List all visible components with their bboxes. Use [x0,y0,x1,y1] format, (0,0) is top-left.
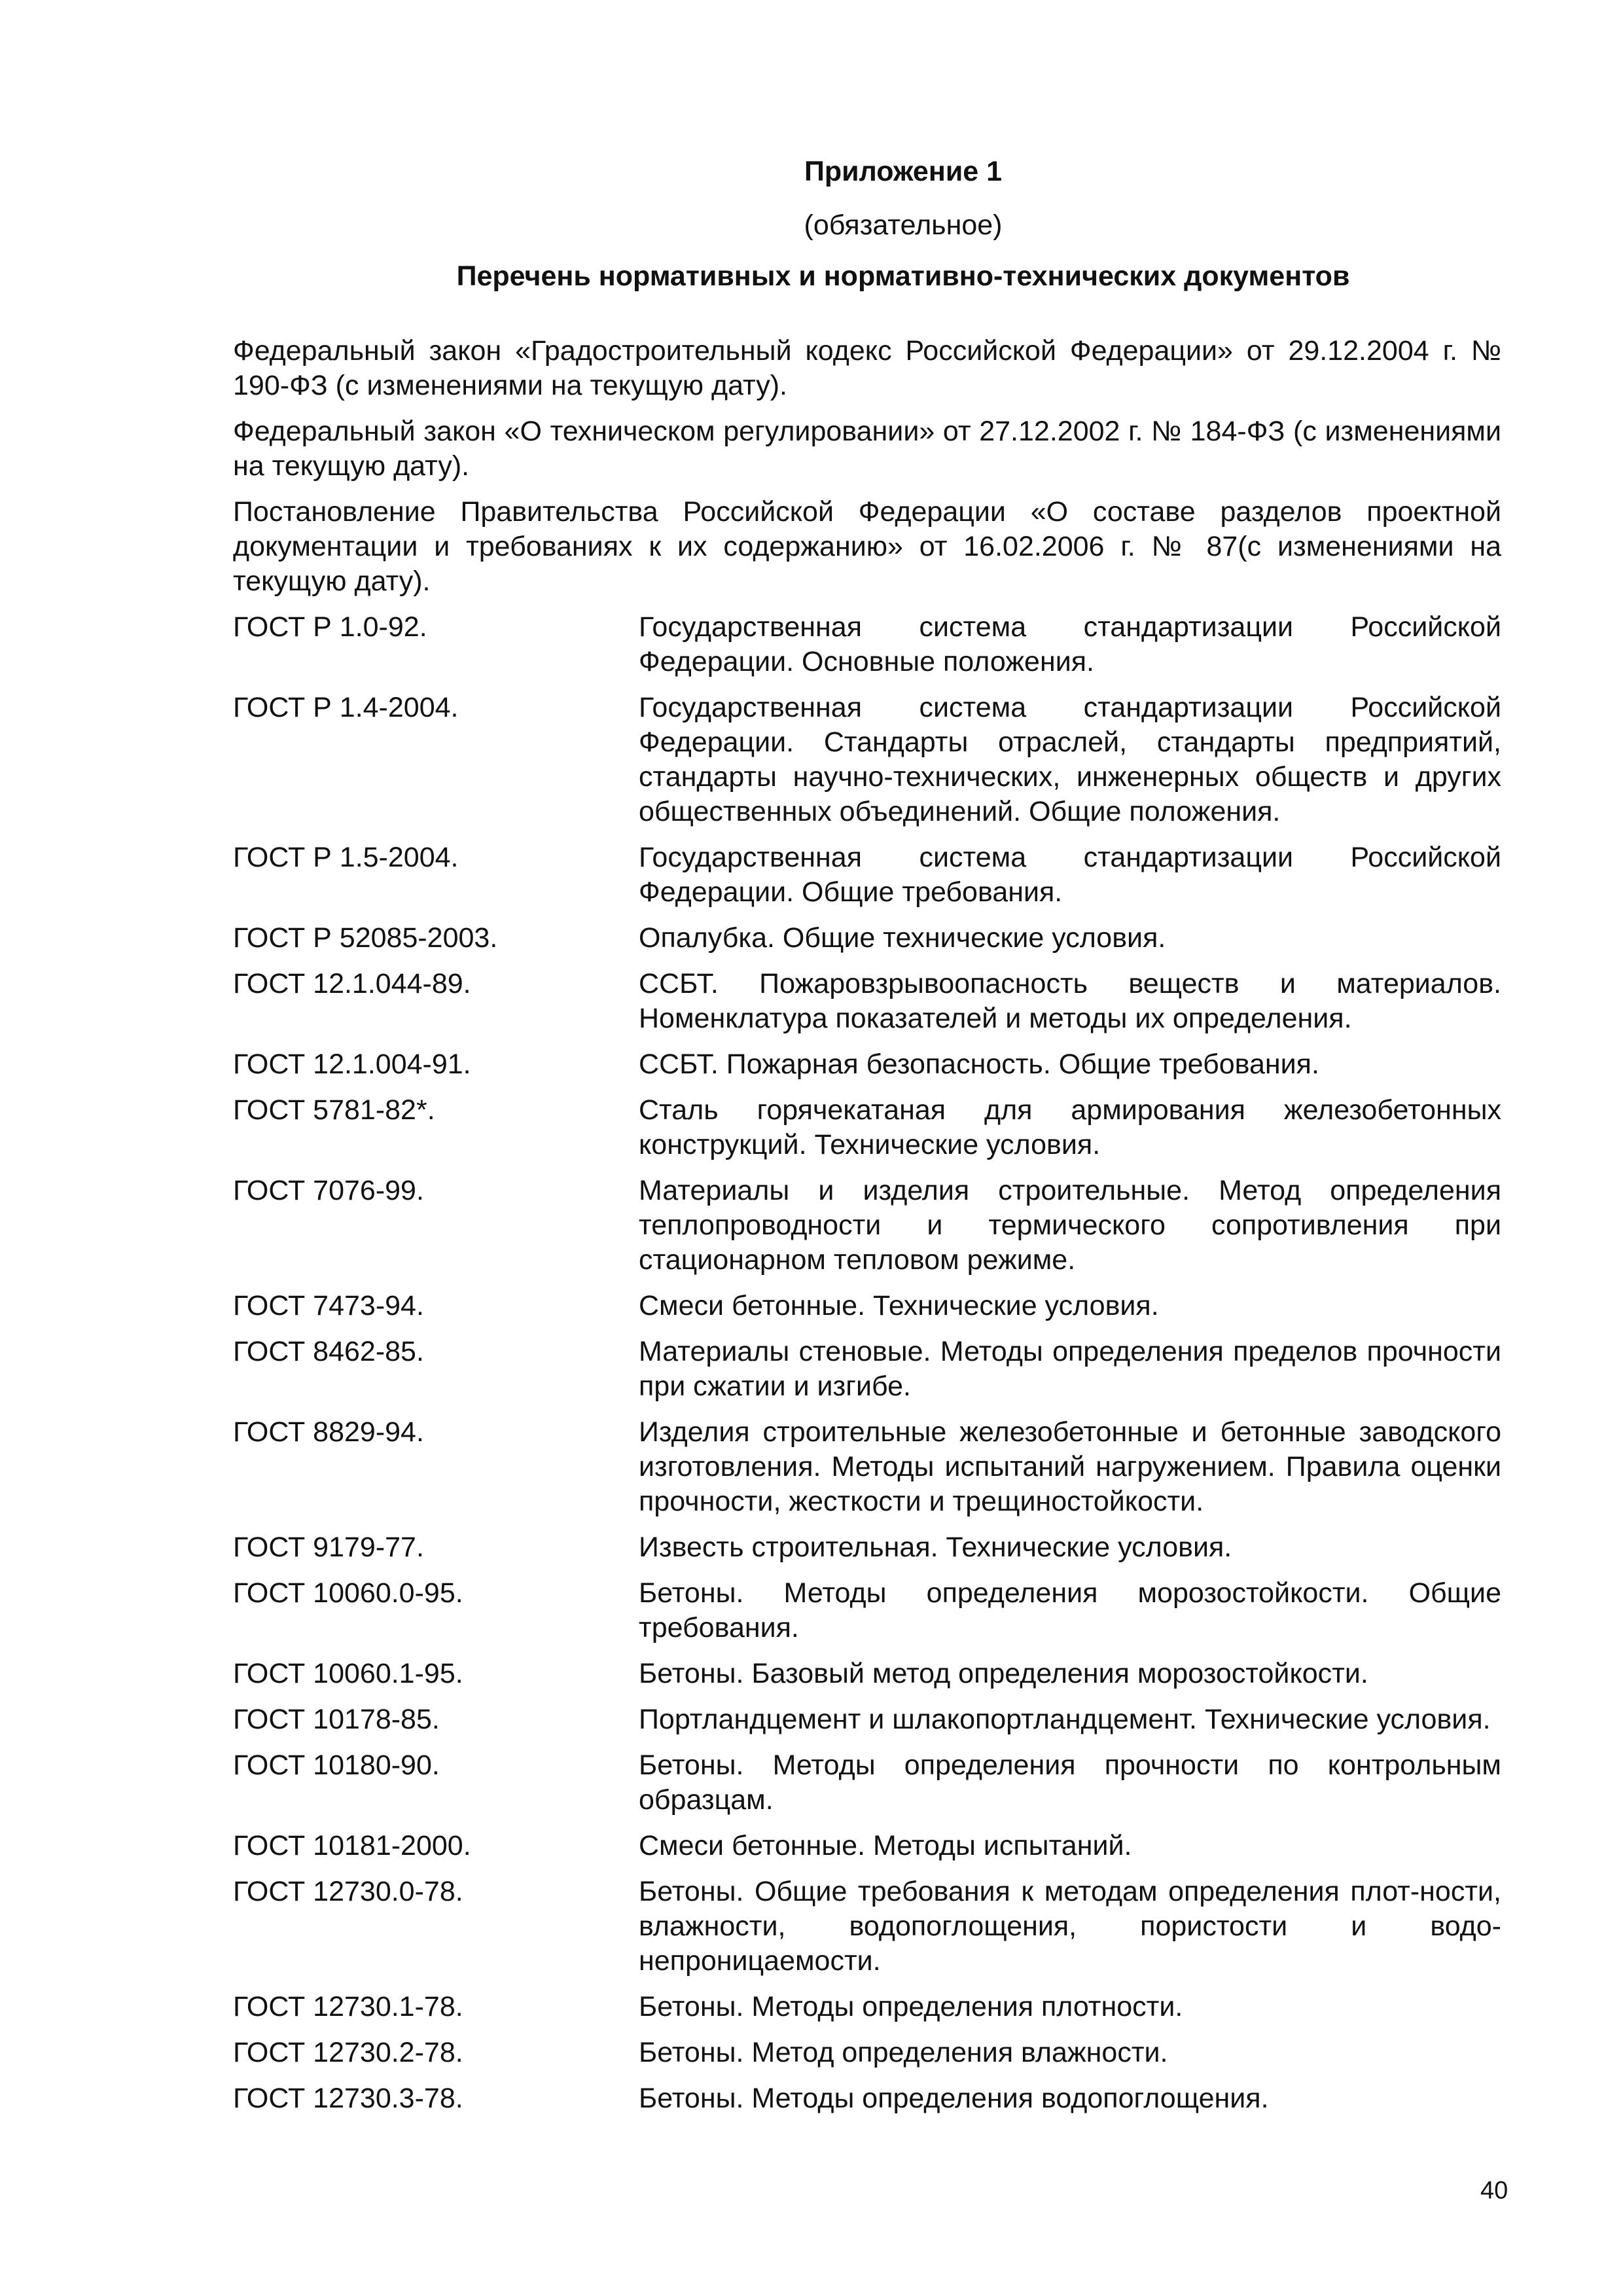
standard-code: ГОСТ 7473-94. [233,1290,424,1321]
standard-row [233,1990,1501,2024]
standard-code: ГОСТ 12730.2-78. [233,2037,463,2068]
standard-title: Государственная система стандартизации Российской Федерации. Общие требования. [639,842,1501,908]
standard-title: Бетоны. Метод определения влажности. [639,2037,1168,2068]
standard-code: ГОСТ 10060.1-95. [233,1658,463,1689]
standard-row [233,1748,1501,1818]
standard-row [233,1415,1501,1519]
standard-row [233,1829,1501,1863]
standard-title: Известь строительная. Технические условия. [639,1532,1232,1563]
standard-row [233,1576,1501,1645]
standard-row [233,1289,1501,1323]
standard-code: ГОСТ 8462-85. [233,1336,424,1367]
standard-row [233,1657,1501,1691]
standard-title: Государственная система стандартизации Российской Федерации. Стандарты отраслей, стандарты предприятий, стандарты научно-технических, инженерных обществ и других общественных объединений. Общие положения. [639,692,1501,827]
law-paragraph: Федеральный закон «О техническом регулировании» от 27.12.2002 г. № 184-ФЗ (с изменениями на текущую дату). [233,416,1501,482]
standard-title: Опалубка. Общие технические условия. [639,922,1166,954]
standard-code: ГОСТ Р 1.5-2004. [233,842,459,873]
standard-code: ГОСТ 12.1.004-91. [233,1049,471,1080]
standard-row [233,610,1501,679]
standard-row [233,1702,1501,1737]
standard-title: Бетоны. Методы определения морозостойкости. Общие требования. [639,1577,1501,1643]
standard-title: Государственная система стандартизации Российской Федерации. Основные положения. [639,611,1501,677]
standard-row [233,967,1501,1036]
document-body [233,334,1501,2127]
standard-title: Бетоны. Методы определения плотности. [639,1991,1183,2022]
standard-code: ГОСТ 10178-85. [233,1704,440,1735]
standard-row [233,1874,1501,1979]
law-paragraph: Постановление Правительства Российской Федерации «О составе разделов проектной документации и требованиях к их содержанию» от 16.02.2006 г. № 87(с изменениями на текущую дату). [233,496,1501,597]
standard-row [233,1047,1501,1082]
document-list-title: Перечень нормативных и нормативно-технических документов [456,260,1350,292]
standard-code: ГОСТ 9179-77. [233,1532,424,1563]
standard-title: Портландцемент и шлакопортландцемент. Технические условия. [639,1704,1491,1735]
standard-code: ГОСТ 8829-94. [233,1416,424,1448]
standard-row [233,2036,1501,2070]
standard-title: ССБТ. Пожаровзрывоопасность веществ и материалов. Номенклатура показателей и методы их определения. [639,968,1501,1034]
standard-title: Изделия строительные железобетонные и бетонные заводского изготовления. Методы испытаний нагружением. Правила оценки прочности, жесткости и трещиностойкости. [639,1416,1501,1517]
standard-code: ГОСТ 7076-99. [233,1175,424,1206]
standard-title: Смеси бетонные. Методы испытаний. [639,1830,1132,1861]
standard-title: Бетоны. Базовый метод определения морозостойкости. [639,1658,1368,1689]
standard-code: ГОСТ 12.1.044-89. [233,968,471,999]
standard-row [233,1093,1501,1162]
standard-code: ГОСТ 10060.0-95. [233,1577,463,1609]
standard-row [233,840,1501,910]
standard-title: Бетоны. Методы определения водопоглощения. [639,2083,1269,2114]
standard-row [233,921,1501,956]
standard-row [233,1174,1501,1278]
standard-title: Материалы стеновые. Методы определения пределов прочности при сжатии и изгибе. [639,1336,1501,1402]
standard-title: Материалы и изделия строительные. Метод определения теплопроводности и термического сопротивления при стационарном тепловом режиме. [639,1175,1501,1276]
standard-title: Бетоны. Методы определения прочности по контрольным образцам. [639,1749,1501,1816]
standard-title: Смеси бетонные. Технические условия. [639,1290,1159,1321]
appendix-title: Приложение 1 [804,156,1003,187]
standard-title: ССБТ. Пожарная безопасность. Общие требования. [639,1049,1319,1080]
page-number: 40 [1480,2177,1508,2204]
appendix-status: (обязательное) [804,209,1003,241]
standard-code: ГОСТ Р 1.4-2004. [233,692,459,723]
standard-code: ГОСТ Р 52085-2003. [233,922,498,954]
standard-title: Сталь горячекатаная для армирования железобетонных конструкций. Технические условия. [639,1094,1501,1160]
standard-row [233,691,1501,829]
standard-title: Бетоны. Общие требования к методам определения плот-ности, влажности, водопоглощения, пористости и водо-непроницаемости. [639,1876,1501,1977]
standard-code: ГОСТ 12730.1-78. [233,1991,463,2022]
law-paragraph: Федеральный закон «Градостроительный кодекс Российской Федерации» от 29.12.2004 г. № 190-ФЗ (с изменениями на текущую дату). [233,335,1501,401]
standard-code: ГОСТ 10181-2000. [233,1830,471,1861]
standard-code: ГОСТ 10180-90. [233,1749,440,1781]
standard-row [233,1335,1501,1404]
standard-code: ГОСТ 5781-82*. [233,1094,435,1126]
standard-row [233,2081,1501,2116]
standard-code: ГОСТ 12730.3-78. [233,2083,463,2114]
standard-code: ГОСТ Р 1.0-92. [233,611,427,643]
standard-code: ГОСТ 12730.0-78. [233,1876,463,1907]
standard-row [233,1530,1501,1565]
